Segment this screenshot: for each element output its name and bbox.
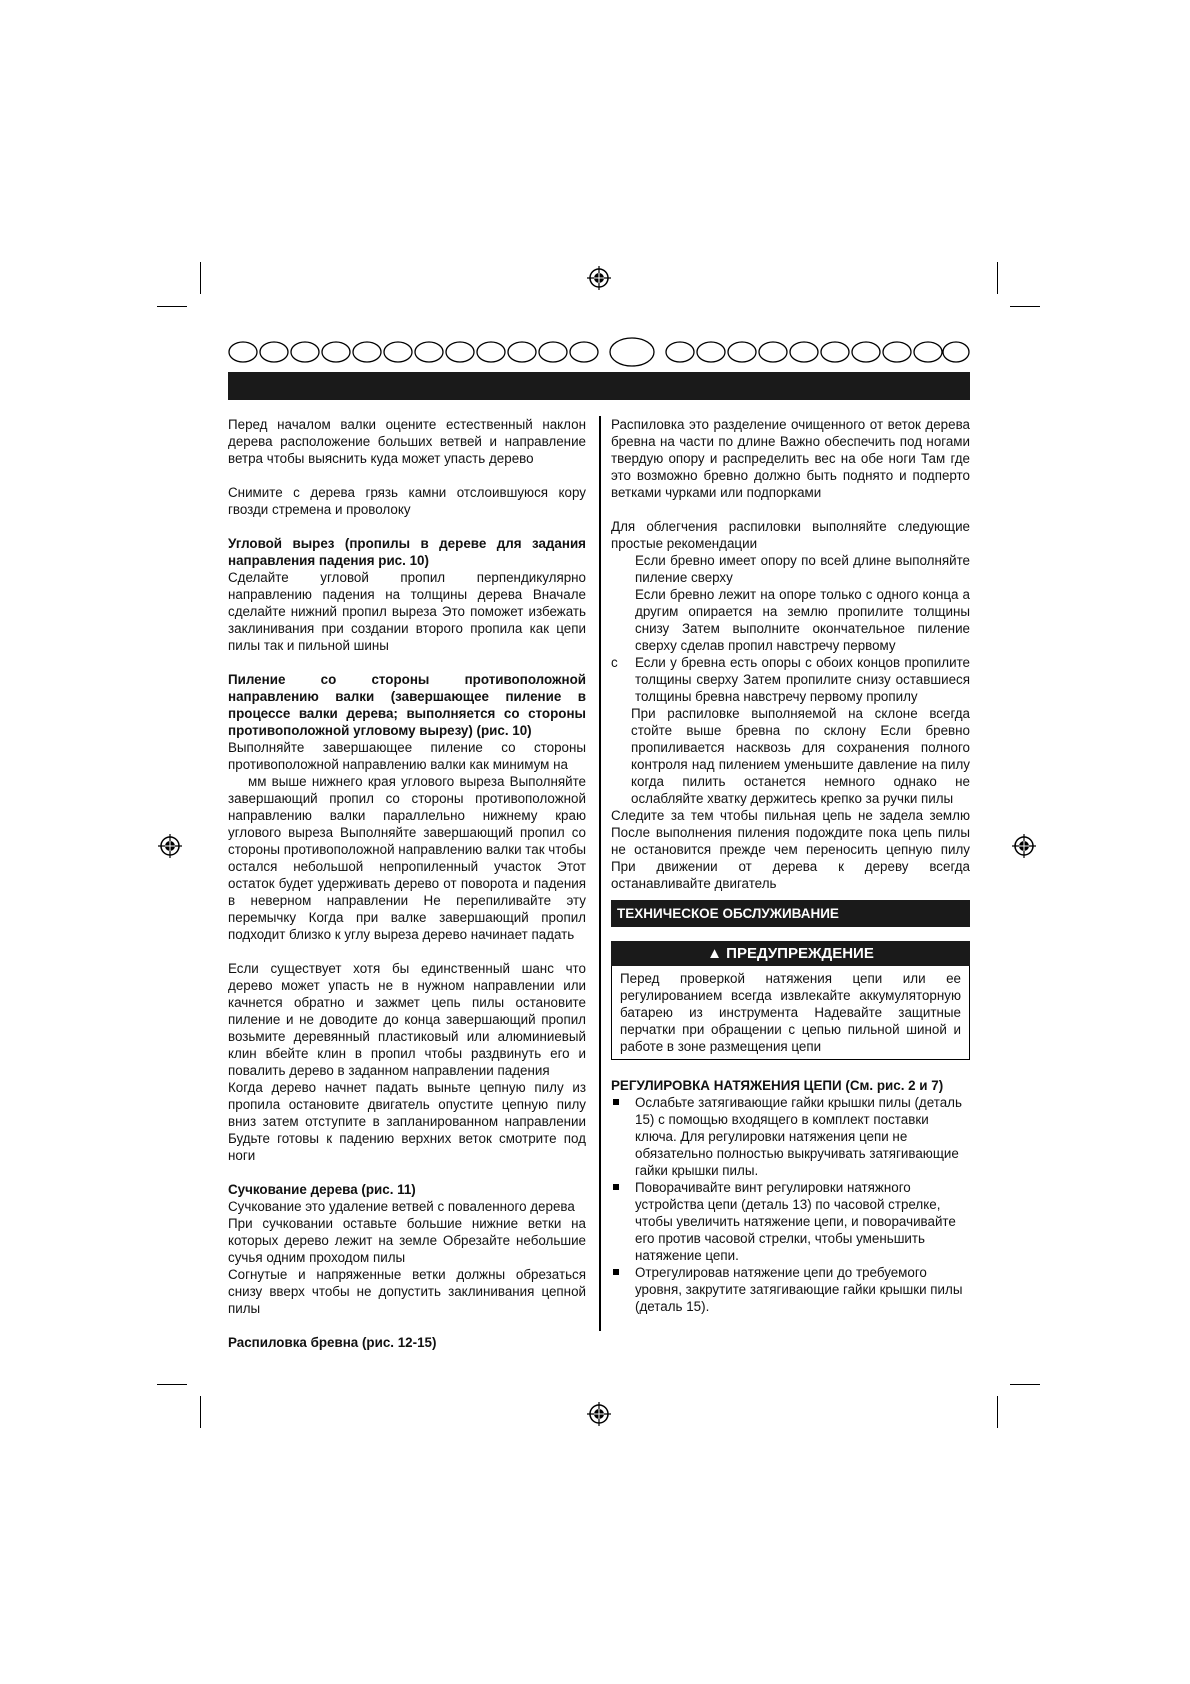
- registration-mark-icon: [587, 1402, 611, 1426]
- crop-mark: [200, 1396, 201, 1428]
- bullet-square-icon: [613, 1184, 619, 1190]
- registration-mark-icon: [1012, 834, 1036, 858]
- registration-mark-icon: [158, 834, 182, 858]
- section-title-bar: ТЕХНИЧЕСКОЕ ОБСЛУЖИВАНИЕ: [611, 900, 970, 927]
- bullet-text: Отрегулировав натяжение цепи до требуемого уровня, закрутите затягивающие гайки крышки пилы (деталь 15).: [635, 1265, 963, 1314]
- bullet-item: [611, 1179, 970, 1264]
- paragraph: Для облегчения распиловки выполняйте следующие простые рекомендации: [611, 519, 970, 551]
- warning-text: Перед проверкой натяжения цепи или ее регулированием всегда извлекайте аккумуляторную батарею из инструмента Надевайте защитные перчатки при обращении с цепью пильной шиной и работе в зоне размещения цепи: [620, 971, 961, 1054]
- paragraph: Снимите с дерева грязь камни отслоившуюся кору гвозди стремена и проволоку: [228, 485, 586, 517]
- bullet-square-icon: [613, 1269, 619, 1275]
- bullet-text: Ослабьте затягивающие гайки крышки пилы (деталь 15) с помощью входящего в комплект поставки ключа. Для регулировки натяжения цепи не обязательно полностью выкручивать затягивающие гайки крышки пилы.: [635, 1095, 962, 1178]
- paragraph: Сделайте угловой пропил перпендикулярно направлению падения на толщины дерева Вначале сделайте нижний пропил выреза Это поможет избежать заклинивания при создании второго пропила как цепи пилы так и пильной шины: [228, 570, 586, 653]
- paragraph: Распиловка это разделение очищенного от веток дерева бревна на части по длине Важно обеспечить под ногами твердую опору и распределить вес на обе ноги Там где это возможно бревно должно быть поднято и подперто ветками чурками или подпорками: [611, 417, 970, 500]
- list-item: [611, 654, 970, 705]
- paragraph: Если существует хотя бы единственный шанс что дерево может упасть не в нужном направлении или качнется обратно и зажмет цепь пилы остановите пиление и не доводите до конца завершающий пропил возьмите деревянный пластиковый или алюминиевый клин вбейте клин в пропил чтобы раздвинуть его и повалить дерево в заданном направлении падения: [228, 961, 586, 1078]
- list-item: Если бревно лежит на опоре только с одного конца а другим опирается на землю пропилите толщины снизу Затем выполните окончательное пиление сверху сделав пропил навстречу первому: [635, 587, 970, 653]
- crop-mark: [997, 1396, 998, 1428]
- column-divider: [599, 416, 601, 1331]
- crop-mark: [157, 1384, 187, 1385]
- list-item-text: Если у бревна есть опоры с обоих концов пропилите толщины сверху Затем пропилите снизу оставшиеся толщины бревна навстречу первому пропилу: [635, 655, 970, 704]
- crop-mark: [997, 262, 998, 294]
- language-tabs: [228, 337, 970, 367]
- section-heading: Угловой вырез (пропилы в дереве для задания направления падения рис. 10): [228, 536, 586, 568]
- list-item: Если бревно имеет опору по всей длине выполняйте пиление сверху: [635, 553, 970, 585]
- section-heading: Сучкование дерева (рис. 11): [228, 1182, 416, 1197]
- paragraph: Выполняйте завершающее пиление со стороны противоположной направлению валки как минимум на: [228, 740, 586, 772]
- paragraph: Согнутые и напряженные ветки должны обрезаться снизу вверх чтобы не допустить заклинивания цепной пилы: [228, 1267, 586, 1316]
- header-bar: [228, 372, 970, 400]
- bullet-text: Поворачивайте винт регулировки натяжного устройства цепи (деталь 13) по часовой стрелке, чтобы увеличить натяжение цепи, и поворачивайте его против часовой стрелки, чтобы уменьшить натяжение цепи.: [635, 1180, 956, 1263]
- section-heading: Пиление со стороны противоположной направлению валки (завершающее пиление в процессе валки дерева; выполняется со стороны противоположной угловому вырезу) (рис. 10): [228, 672, 586, 738]
- paragraph: Сучкование это удаление ветвей с поваленного дерева: [228, 1199, 575, 1214]
- section-heading: РЕГУЛИРОВКА НАТЯЖЕНИЯ ЦЕПИ (См. рис. 2 и 7): [611, 1078, 944, 1093]
- right-column: [611, 416, 970, 1315]
- paragraph: Следите за тем чтобы пильная цепь не задела землю После выполнения пиления подождите пока цепь пилы не остановится прежде чем переносить цепную пилу При движении от дерева к дереву всегда останавливайте двигатель: [611, 808, 970, 891]
- bullet-item: [611, 1264, 970, 1315]
- warning-title: ▲ ПРЕДУПРЕЖДЕНИЕ: [611, 941, 970, 966]
- crop-mark: [157, 306, 187, 307]
- crop-mark: [200, 262, 201, 294]
- crop-mark: [1010, 1384, 1040, 1385]
- crop-mark: [1010, 306, 1040, 307]
- left-column: [228, 416, 586, 1351]
- section-heading: Распиловка бревна (рис. 12-15): [228, 1335, 437, 1350]
- warning-box: [611, 966, 970, 1060]
- list-item: При распиловке выполняемой на склоне всегда стойте выше бревна по склону Если бревно пропиливается насквозь для сохранения полного контроля над пилением уменьшите давление на пилу когда пилить останется немного однако не ослабляйте хватку держитесь крепко за ручки пилы: [631, 706, 970, 806]
- paragraph: При сучковании оставьте большие нижние ветки на которых дерево лежит на земле Обрезайте небольшие сучья одним проходом пилы: [228, 1216, 586, 1265]
- paragraph: мм выше нижнего края углового выреза Выполняйте завершающий пропил со стороны противоположной направлению валки параллельно нижнему краю углового выреза Выполняйте завершающий пропил со стороны противоположной направлению валки так чтобы остался небольшой непропиленный участок Этот остаток будет удерживать дерево от поворота и падения в неверном направлении Не перепиливайте эту перемычку Когда при валке завершающий пропил подходит близко к углу выреза дерево начинает падать: [228, 774, 586, 942]
- bullet-square-icon: [613, 1099, 619, 1105]
- bullet-item: [611, 1094, 970, 1179]
- list-marker: c: [611, 655, 618, 670]
- paragraph: Перед началом валки оцените естественный наклон дерева расположение больших ветвей и направление ветра чтобы выяснить куда может упасть дерево: [228, 417, 586, 466]
- registration-mark-icon: [587, 266, 611, 290]
- paragraph: Когда дерево начнет падать выньте цепную пилу из пропила остановите двигатель опустите цепную пилу вниз затем отступите в запланированном направлении Будьте готовы к падению верхних веток смотрите под ноги: [228, 1080, 586, 1163]
- language-oval-icons: [228, 337, 970, 367]
